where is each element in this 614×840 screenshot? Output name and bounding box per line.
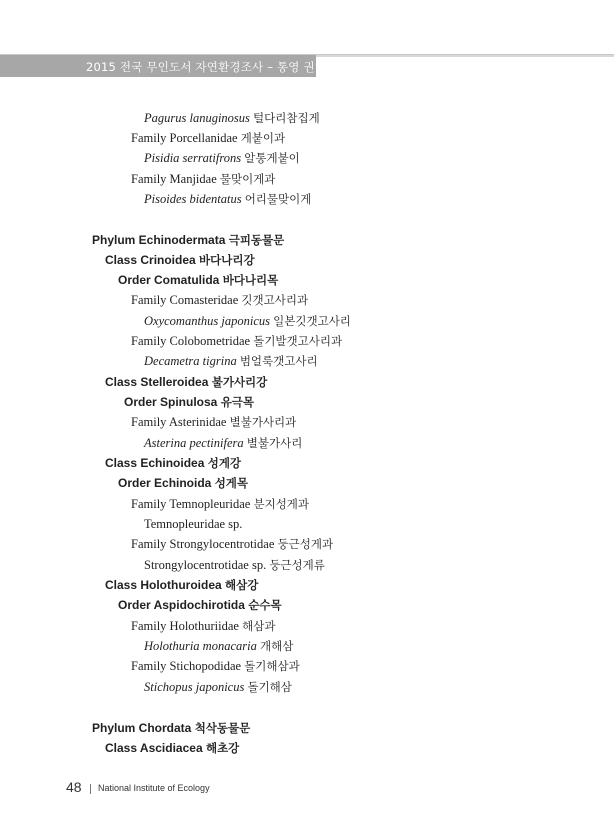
korean-name: 둥근성게과 xyxy=(277,537,334,551)
scientific-name: Family Asterinidae xyxy=(131,415,227,429)
taxon-entry-family xyxy=(131,292,308,308)
scientific-name: Temnopleuridae sp. xyxy=(144,517,243,531)
taxon-entry-family xyxy=(131,618,275,634)
scientific-name: Order Spinulosa xyxy=(124,395,218,409)
korean-name: 돌기해삼과 xyxy=(244,659,300,673)
taxon-entry-species xyxy=(144,679,292,695)
page-number: 48 xyxy=(66,779,82,795)
taxon-entry-class xyxy=(105,740,239,756)
korean-name: 불가사리강 xyxy=(211,375,268,389)
korean-name: 어리물맞이게 xyxy=(244,192,312,206)
scientific-name: Pagurus lanuginosus xyxy=(144,111,250,125)
korean-name: 순수목 xyxy=(248,598,282,612)
scientific-name: Family Manjidae xyxy=(131,172,217,186)
scientific-name: Phylum Chordata xyxy=(92,721,192,735)
taxon-entry-order2 xyxy=(124,394,254,410)
scientific-name: Phylum Echinodermata xyxy=(92,233,226,247)
scientific-name: Decametra tigrina xyxy=(144,354,237,368)
korean-name: 해삼강 xyxy=(225,578,259,592)
taxon-entry-genus xyxy=(144,557,325,573)
scientific-name: Family Strongylocentrotidae xyxy=(131,537,275,551)
korean-name: 해삼과 xyxy=(242,619,276,633)
scientific-name: Pisidia serratifrons xyxy=(144,151,242,165)
scientific-name: Stichopus japonicus xyxy=(144,680,245,694)
taxon-entry-class xyxy=(105,252,255,268)
scientific-name: Family Stichopodidae xyxy=(131,659,242,673)
scientific-name: Holothuria monacaria xyxy=(144,639,257,653)
scientific-name: Order Comatulida xyxy=(118,273,220,287)
korean-name: 해초강 xyxy=(205,741,240,755)
korean-name: 개해삼 xyxy=(259,639,294,653)
korean-name: 돌기발갯고사리과 xyxy=(253,334,343,348)
scientific-name: Family Porcellanidae xyxy=(131,131,238,145)
taxon-entry-class xyxy=(105,374,267,390)
scientific-name: Strongylocentrotidae sp. xyxy=(144,558,267,572)
scientific-name: Asterina pectinifera xyxy=(144,436,244,450)
footer-separator xyxy=(90,784,91,794)
scientific-name: Class Crinoidea xyxy=(105,253,196,267)
korean-name: 바다나리강 xyxy=(199,253,255,267)
scientific-name: Pisoides bidentatus xyxy=(144,192,242,206)
korean-name: 게붙이과 xyxy=(240,131,286,145)
korean-name: 돌기해삼 xyxy=(247,680,292,694)
scientific-name: Family Holothuriidae xyxy=(131,619,239,633)
scientific-name: Class Ascidiacea xyxy=(105,741,203,755)
taxon-entry-family xyxy=(131,130,285,146)
korean-name: 별불가사리과 xyxy=(229,415,297,429)
running-header-rule xyxy=(316,55,614,57)
korean-name: 유극목 xyxy=(220,395,255,409)
taxon-entry-species xyxy=(144,435,302,451)
korean-name: 바다나리목 xyxy=(222,273,279,287)
korean-name: 극피동물문 xyxy=(228,233,285,247)
scientific-name: Family Colobometridae xyxy=(131,334,251,348)
korean-name: 척삭동물문 xyxy=(194,721,251,735)
taxon-entry-phylum xyxy=(92,720,250,736)
taxon-entry-species xyxy=(144,353,318,369)
scientific-name: Oxycomanthus japonicus xyxy=(144,314,271,328)
taxon-entry-family xyxy=(131,333,342,349)
scientific-name: Family Comasteridae xyxy=(131,293,239,307)
taxon-entry-order xyxy=(118,597,282,613)
scientific-name: Class Echinoidea xyxy=(105,456,205,470)
scientific-name: Order Echinoida xyxy=(118,476,212,490)
korean-name: 물맞이게과 xyxy=(219,172,276,186)
korean-name: 분지성게과 xyxy=(253,497,310,511)
taxon-entry-family xyxy=(131,496,309,512)
taxon-entry-species xyxy=(144,313,351,329)
taxon-entry-order xyxy=(118,272,278,288)
scientific-name: Order Aspidochirotida xyxy=(118,598,245,612)
taxon-entry-species xyxy=(144,150,300,166)
taxon-entry-family xyxy=(131,414,296,430)
taxon-entry-species xyxy=(144,110,320,126)
taxon-entry-class xyxy=(105,577,258,593)
korean-name: 깃갯고사리과 xyxy=(241,293,309,307)
scientific-name: Class Holothuroidea xyxy=(105,578,222,592)
scientific-name: Family Temnopleuridae xyxy=(131,497,251,511)
korean-name: 별불가사리 xyxy=(246,436,303,450)
scientific-name: Class Stelleroidea xyxy=(105,375,209,389)
taxon-entry-class xyxy=(105,455,241,471)
korean-name: 성게강 xyxy=(207,456,242,470)
footer-institute-name: National Institute of Ecology xyxy=(98,783,210,793)
korean-name: 범얼룩갯고사리 xyxy=(239,354,318,368)
taxon-entry-species xyxy=(144,191,311,207)
korean-name: 알통게붙이 xyxy=(244,151,300,165)
running-header-title: 2015 전국 무인도서 자연환경조사 – 통영 권역 xyxy=(86,60,327,74)
korean-name: 털다리참집게 xyxy=(253,111,320,125)
taxon-entry-phylum xyxy=(92,232,284,248)
taxon-entry-species xyxy=(144,638,293,654)
korean-name: 일본깃갯고사리 xyxy=(273,314,351,328)
taxon-entry-family xyxy=(131,171,275,187)
korean-name: 둥근성게류 xyxy=(269,558,325,572)
korean-name: 성게목 xyxy=(214,476,249,490)
taxon-entry-family xyxy=(131,536,333,552)
taxon-entry-order xyxy=(118,475,248,491)
taxon-entry-family xyxy=(131,658,300,674)
taxon-entry-genus xyxy=(144,516,242,532)
